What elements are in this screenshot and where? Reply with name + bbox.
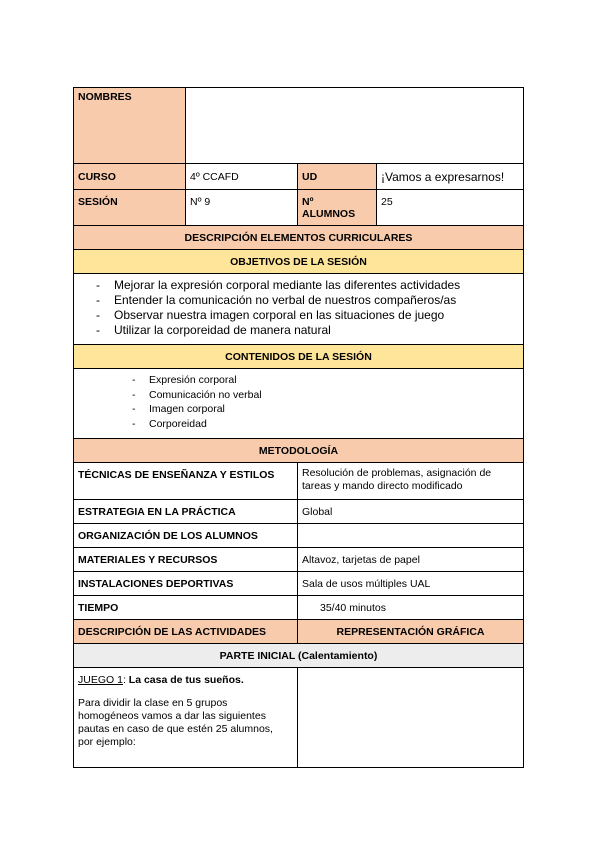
objetivo-item: - Observar nuestra imagen corporal en las situaciones de juego <box>74 308 523 323</box>
metodologia-value-estrategia: Global <box>298 500 524 524</box>
nombres-label: NOMBRES <box>74 88 186 164</box>
curricular-title: DESCRIPCIÓN ELEMENTOS CURRICULARES <box>74 226 524 250</box>
session-table <box>73 87 524 768</box>
parte-inicial-title: PARTE INICIAL (Calentamiento) <box>74 644 524 668</box>
contenidos-cell <box>74 369 524 439</box>
ud-label: UD <box>298 164 377 190</box>
contenido-item: - Expresión corporal <box>74 373 523 388</box>
metodologia-label-materiales: MATERIALES Y RECURSOS <box>74 548 298 572</box>
metodologia-value-instalaciones: Sala de usos múltiples UAL <box>298 572 524 596</box>
ud-value: ¡Vamos a expresarnos! <box>377 164 524 190</box>
metodologia-value-tiempo: 35/40 minutos <box>298 596 524 620</box>
metodologia-value-tecnicas: Resolución de problemas, asignación de tareas y mando directo modificado <box>298 463 524 500</box>
contenido-item: - Comunicación no verbal <box>74 388 523 403</box>
curso-label: CURSO <box>74 164 186 190</box>
nombres-value <box>186 88 524 164</box>
metodologia-label-tiempo: TIEMPO <box>74 596 298 620</box>
alumnos-label: Nº ALUMNOS <box>298 190 377 226</box>
metodologia-label-instalaciones: INSTALACIONES DEPORTIVAS <box>74 572 298 596</box>
curso-value: 4º CCAFD <box>186 164 298 190</box>
metodologia-value-organizacion <box>298 524 524 548</box>
objetivos-title: OBJETIVOS DE LA SESIÓN <box>74 250 524 274</box>
contenido-item: - Corporeidad <box>74 417 523 432</box>
metodologia-label-estrategia: ESTRATEGIA EN LA PRÁCTICA <box>74 500 298 524</box>
objetivos-list <box>74 278 523 338</box>
juego-graphic-cell <box>298 668 524 768</box>
objetivo-item: - Utilizar la corporeidad de manera natural <box>74 323 523 338</box>
actividades-desc-label: DESCRIPCIÓN DE LAS ACTIVIDADES <box>74 620 298 644</box>
metodologia-title: METODOLOGÍA <box>74 439 524 463</box>
juego-title: La casa de tus sueños. <box>128 674 244 686</box>
juego-description-cell <box>74 668 298 768</box>
session-sheet <box>73 87 523 768</box>
alumnos-value: 25 <box>377 190 524 226</box>
contenido-item: - Imagen corporal <box>74 402 523 417</box>
objetivo-item: - Entender la comunicación no verbal de nuestros compañeros/as <box>74 293 523 308</box>
actividades-repr-label: REPRESENTACIÓN GRÁFICA <box>298 620 524 644</box>
contenidos-list <box>74 373 523 431</box>
objetivos-cell <box>74 274 524 345</box>
juego-text: Para dividir la clase en 5 grupos homogéneos vamos a dar las siguientes pautas en caso de que estén 25 alumnos, por ejemplo: <box>78 697 273 748</box>
contenidos-title: CONTENIDOS DE LA SESIÓN <box>74 345 524 369</box>
objetivo-item: - Mejorar la expresión corporal mediante las diferentes actividades <box>74 278 523 293</box>
sesion-value: Nº 9 <box>186 190 298 226</box>
metodologia-value-materiales: Altavoz, tarjetas de papel <box>298 548 524 572</box>
juego-colon: : <box>122 674 129 686</box>
sesion-label: SESIÓN <box>74 190 186 226</box>
metodologia-label-organizacion: ORGANIZACIÓN DE LOS ALUMNOS <box>74 524 298 548</box>
metodologia-label-tecnicas: TÉCNICAS DE ENSEÑANZA Y ESTILOS <box>74 463 298 500</box>
juego-label: JUEGO 1 <box>78 674 123 686</box>
